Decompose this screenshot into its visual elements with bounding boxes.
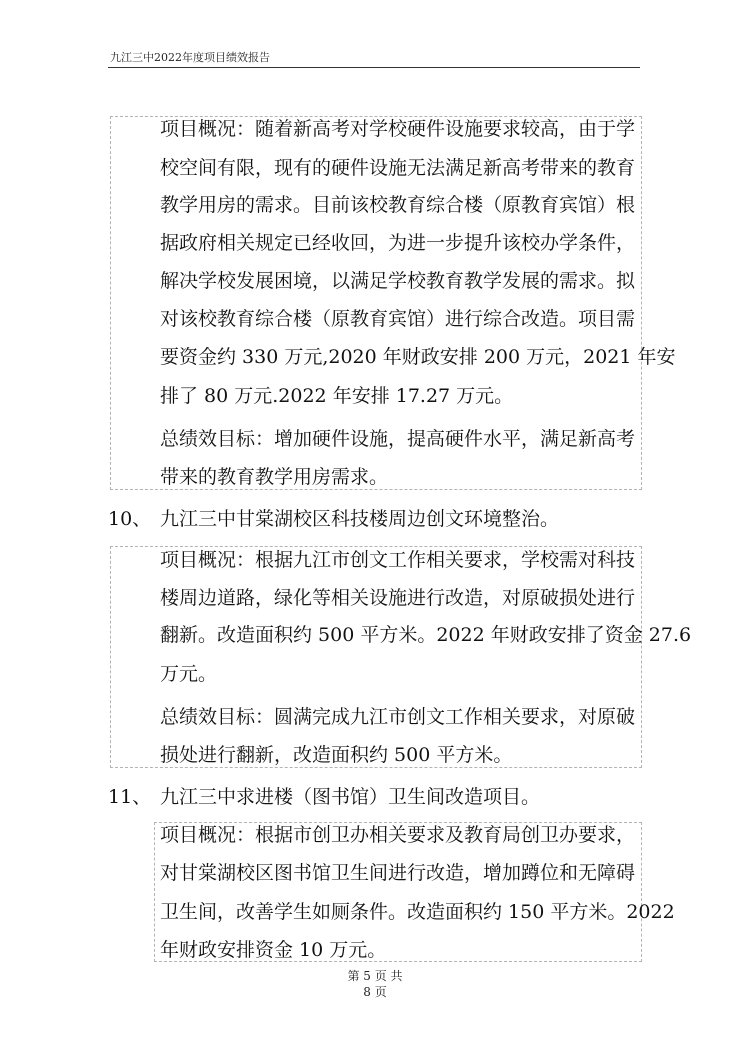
page-footer [330,968,420,1000]
section-9-goal-line: 带来的教育教学用房需求。 [160,466,389,488]
item-10-goal-line: 总绩效目标：圆满完成九江市创文工作相关要求，对原破 [160,706,636,728]
item-11-overview-line: 卫生间，改善学生如厕条件。改造面积约 150 平方米。2022 [160,901,675,923]
section-9-overview-line: 校空间有限，现有的硬件设施无法满足新高考带来的教育 [160,157,636,179]
item-10-box [110,546,642,768]
section-9-overview-line: 教学用房的需求。目前该校教育综合楼（原教育宾馆）根 [160,194,636,216]
item-10-overview-line: 楼周边道路，绿化等相关设施进行改造，对原破损处进行 [160,587,636,609]
section-9-goal-line: 总绩效目标：增加硬件设施，提高硬件水平，满足新高考 [160,428,636,450]
item-10-overview-line: 万元。 [160,663,218,685]
item-10-overview-line: 翻新。改造面积约 500 平方米。2022 年财政安排了资金 27.6 [160,624,692,646]
item-11-number: 11、 [108,786,152,808]
item-11-overview-line: 项目概况：根据市创卫办相关要求及教育局创卫办要求， [160,824,636,846]
page-header [108,51,640,68]
header-title: 九江三中2022年度项目绩效报告 [110,51,270,64]
item-11-title: 九江三中求进楼（图书馆）卫生间改造项目。 [160,786,541,808]
item-10-goal-line: 损处进行翻新，改造面积约 500 平方米。 [160,744,513,766]
section-9-overview-line: 要资金约 330 万元,2020 年财政安排 200 万元，2021 年安 [160,346,676,368]
page-number-line-2: 8 页 [363,985,387,999]
item-11-overview-line: 年财政安排资金 10 万元。 [160,939,387,961]
page-number-line-1: 第 5 页 共 [347,969,403,983]
section-9-overview-line: 项目概况：随着新高考对学校硬件设施要求较高，由于学 [160,118,636,140]
section-9-overview-line: 解决学校发展困境，以满足学校教育教学发展的需求。拟 [160,270,636,292]
section-9-overview-line: 对该校教育综合楼（原教育宾馆）进行综合改造。项目需 [160,308,636,330]
item-11-overview-line: 对甘棠湖校区图书馆卫生间进行改造，增加蹲位和无障碍 [160,862,636,884]
item-10-number: 10、 [108,508,152,530]
section-9-overview-line: 排了 80 万元.2022 年安排 17.27 万元。 [160,385,514,407]
item-10-title: 九江三中甘棠湖校区科技楼周边创文环境整治。 [160,508,560,530]
section-9-overview-line: 据政府相关规定已经收回，为进一步提升该校办学条件， [160,232,636,254]
item-10-overview-line: 项目概况：根据九江市创文工作相关要求，学校需对科技 [160,549,636,571]
